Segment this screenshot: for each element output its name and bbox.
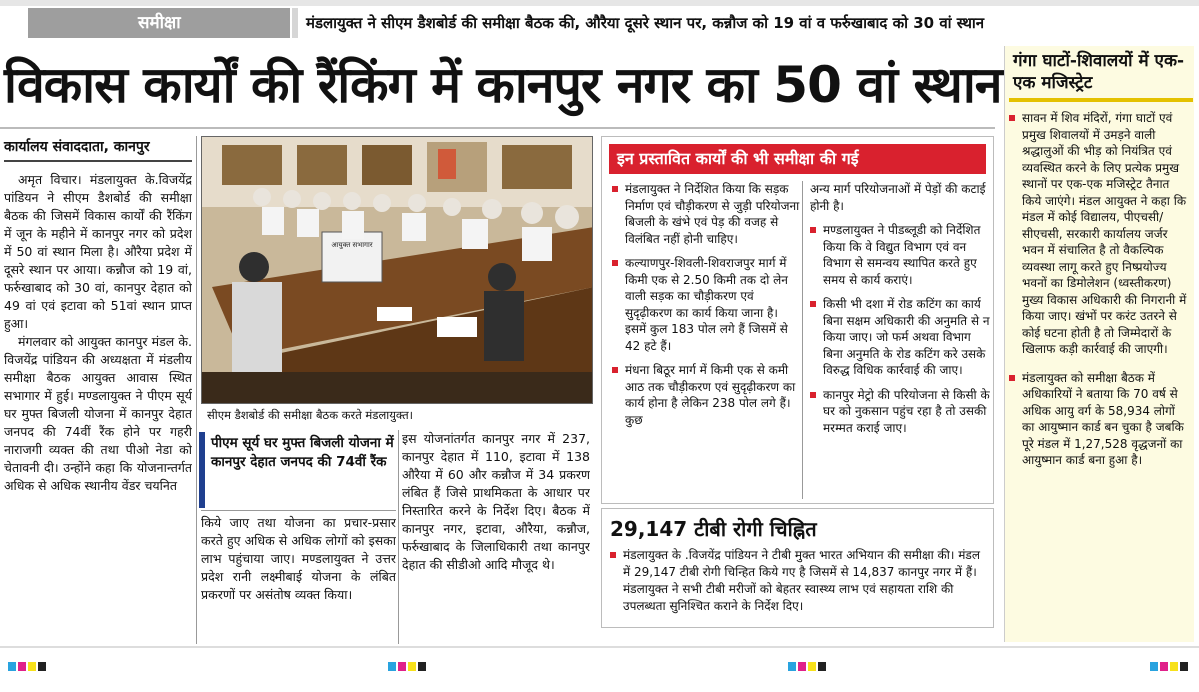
byline-rule xyxy=(4,160,192,162)
bullet-square-icon xyxy=(810,392,816,398)
list-item-text: सावन में शिव मंदिरों, गंगा घाटों एवं प्रमुख शिवालयों में उमड़ने वाली श्रद्धालुओं की भीड़ को नियंत्रित एवं व्यवस्थित करने के लिए प्रत्येक प्रमुख स्थानों पर एक-एक मजिस्ट्रेट तैनात किये जाएंगे। मंडल आयुक्त ने कहा कि मंडल में कोई विद्यालय, पीएचसी/सीएचसी, सरकारी कार्यालय जर्जर भवन में संचालित है तो वैकल्पिक व्यवस्था लागू करते हुए निष्प्रयोज्य भवनों का डिमोलेशन (ध्वस्तीकरण) मुख्य विकास अधिकारी की निगरानी में किया जाए। खंभों पर करंट उतरने से कोई घटना होती है तो जिम्मेदारों के खिलाफ कड़ी कार्रवाई की जाएगी। xyxy=(1022,111,1187,356)
sidebar-rule xyxy=(1009,98,1193,102)
tag-divider xyxy=(292,8,298,38)
proposed-works-divider xyxy=(802,181,803,499)
sidebar-box xyxy=(1004,46,1194,642)
headline-divider xyxy=(0,127,995,129)
list-item-text: किसी भी दशा में रोड कटिंग का कार्य बिना सक्षम अधिकारी की अनुमति से न किया जाए। जो फर्म अथवा विभाग बिना अनुमति के रोड कटिंग करे उसके विरुद्ध विधिक कार्रवाई की जाए। xyxy=(823,297,990,377)
tb-patients-item xyxy=(610,547,988,615)
tb-patients-text: मंडलायुक्त के .विजयेंद्र पांडियन ने टीबी मुक्त भारत अभियान की समीक्षा की। मंडल में 29,147 टीबी रोगी चिन्हित किये गए है जिसमें से 14,837 कानपुर नगर में हैं। मंडलायुक्त ने सभी टीबी मरीजों को बेहतर स्वास्थ्य लाभ एवं सहायता राशि की उपलब्धता सुनिश्चित कराने के निर्देश दिए। xyxy=(623,548,980,613)
bullet-square-icon xyxy=(1009,375,1015,381)
bullet-square-icon xyxy=(612,367,618,373)
list-item-text: मंडलायुक्त ने निर्देशित किया कि सड़क निर्माण एवं चौड़ीकरण से जुड़ी परियोजना बिजली के खंभे एवं पेड़ की वजह से विलंबित नहीं होनी चाहिए। xyxy=(625,182,800,246)
tb-patients-box xyxy=(601,508,994,628)
top-bar xyxy=(0,0,1199,42)
registration-marks-2 xyxy=(388,656,428,665)
list-item-text: कल्याणपुर-शिवली-शिवराजपुर मार्ग में किमी एक से 2.50 किमी तक दो लेन वाली सड़क का चौड़ीकरण एवं सुदृढ़ीकरण का कार्य किया जाना है। इसमें कुल 183 पोल लगे हैं जिसमें से 42 हटे हैं। xyxy=(625,256,788,353)
proposed-works-title: इन प्रस्तावित कार्यों की भी समीक्षा की गई xyxy=(609,144,986,174)
article-column-3: इस योजनांतर्गत कानपुर नगर में 237, कानपुर देहात में 110, इटावा में 138 औरैया में 60 और कन्नौज में 34 प्रकरण लंबित हैं जिसे प्राथमिकता के आधार पर निस्तारित करने के निर्देश दिए। बैठक में कानपुर नगर, इटावा, औरैया, कन्नौज, फर्रुखाबाद के जिलाधिकारी तथा कानपुर देहात की सीडीओ आदि मौजूद थे। xyxy=(402,431,590,572)
article-paragraph-2: मंगलवार को आयुक्त कानपुर मंडल के. विजयेंद्र पांडियन की अध्यक्षता में मंडलीय समीक्षा बैठक आयुक्त आवास स्थित सभागार में हुई। मण्डलायुक्त ने पीएम सूर्य घर मुफ्त बिजली योजना में कानपुर देहात जनपद की 74वीं रैंक होने पर गहरी नाराजगी व्यक्त की तथा पीओ नेडा को चेतावनी दी। उन्होंने कहा कि योजनान्तर्गत अधिक से अधिक स्थानीय वेंडर चयनित xyxy=(4,334,192,493)
top-headline: मंडलायुक्त ने सीएम डैशबोर्ड की समीक्षा बैठक की, औरैया दूसरे स्थान पर, कन्नौज को 19 वां व फर्रुखाबाद को 30 वां स्थान xyxy=(306,14,985,32)
subhead-text: पीएम सूर्य घर मुफ्त बिजली योजना में कानपुर देहात जनपद की 74वीं रैंक xyxy=(211,435,394,470)
top-strip xyxy=(0,0,1199,6)
list-item-text: मण्डलायुक्त ने पीडब्लूडी को निर्देशित किया कि वे विद्युत विभाग एवं वन विभाग से समन्वय स्थापित करते हुए समय से कार्य कराएं। xyxy=(823,223,981,287)
list-item-text: मंडलायुक्त को समीक्षा बैठक में अधिकारियों ने बताया कि 70 वर्ष से अधिक आयु वर्ग के 58,934 लोगों का आयुष्मान कार्ड बन चुका है जबकि पूरे मंडल में 1,27,528 वृद्धजनों का आयुष्मान कार्ड बना हुआ है। xyxy=(1022,370,1184,467)
list-item xyxy=(810,296,990,379)
list-item xyxy=(810,222,990,288)
proposed-works-left-list xyxy=(612,181,800,499)
list-continuation: अन्य मार्ग परियोजनाओं में पेड़ों की कटाई होनी है। xyxy=(810,182,986,213)
bullet-square-icon xyxy=(810,301,816,307)
list-item xyxy=(1009,110,1191,358)
proposed-works-box xyxy=(601,136,994,504)
registration-marks-4 xyxy=(1150,656,1190,665)
list-item xyxy=(1009,370,1191,469)
column-divider-2 xyxy=(398,430,399,644)
bullet-square-icon xyxy=(610,552,616,558)
subhead-box xyxy=(199,432,396,508)
section-tag: समीक्षा xyxy=(28,8,290,38)
subhead-rule xyxy=(201,510,396,511)
list-item xyxy=(612,255,800,354)
registration-marks-1 xyxy=(8,656,48,665)
byline: कार्यालय संवाददाता, कानपुर xyxy=(4,139,150,155)
article-column-1 xyxy=(4,171,192,641)
list-item-text: कानपुर मेट्रो की परियोजना से किसी के घर को नुकसान पहुंच रहा है तो उसकी मरम्मत कराई जाए। xyxy=(823,387,990,435)
meeting-photo xyxy=(201,136,593,404)
main-headline: विकास कार्यों की रैंकिंग में कानपुर नगर का 50 वां स्थान xyxy=(4,56,1002,114)
bottom-margin xyxy=(0,646,1199,692)
proposed-works-right-list xyxy=(810,181,990,499)
column-divider-1 xyxy=(196,136,197,644)
photo-caption: सीएम डैशबोर्ड की समीक्षा बैठक करते मंडलायुक्त। xyxy=(201,404,593,426)
bottom-fold-line xyxy=(0,646,1199,648)
article-column-2: किये जाए तथा योजना का प्रचार-प्रसार करते हुए अधिक से अधिक लोगों को इसका लाभ पहुंचाया जाए। मण्डलायुक्त ने उत्तर प्रदेश रानी लक्ष्मीबाई योजना के लंबित प्रकरणों पर असंतोष व्यक्त किया। xyxy=(201,515,396,602)
photo-placard: आयुक्त सभागार xyxy=(331,241,373,249)
sidebar-body xyxy=(1009,110,1191,481)
bullet-square-icon xyxy=(612,186,618,192)
registration-marks-3 xyxy=(788,656,828,665)
bullet-square-icon xyxy=(1009,115,1015,121)
list-item xyxy=(810,387,990,437)
subhead-bar xyxy=(199,432,205,508)
list-item xyxy=(612,362,800,428)
tb-patients-title: 29,147 टीबी रोगी चिह्नित xyxy=(610,517,817,541)
article-paragraph-1: अमृत विचार। मंडलायुक्त के.विजयेंद्र पांडियन ने सीएम डैशबोर्ड की समीक्षा बैठक की जिसमें विकास कार्यों की रैंकिंग में जून के महीने में कानपुर नगर को प्रदेश में 50 वां स्थान मिला है। औरैया प्रदेश में दूसरे स्थान पर आया। कन्नौज को 19 वां, फर्रुखाबाद को 30 वां, कानपुर देहात को 49 वां एवं इटावा को 51वां स्थान प्राप्त हुआ। xyxy=(4,172,192,331)
meeting-photo-illustration xyxy=(202,137,593,404)
list-item-text: मंधना बिठूर मार्ग में किमी एक से कमी आठ तक चौड़ीकरण एवं सुदृढ़ीकरण का कार्य होना है लेकिन 238 पोल लगे हैं। कुछ xyxy=(625,363,796,427)
bullet-square-icon xyxy=(612,260,618,266)
sidebar-title: गंगा घाटों-शिवालयों में एक-एक मजिस्ट्रेट xyxy=(1013,51,1185,93)
list-item xyxy=(612,181,800,247)
bullet-square-icon xyxy=(810,227,816,233)
